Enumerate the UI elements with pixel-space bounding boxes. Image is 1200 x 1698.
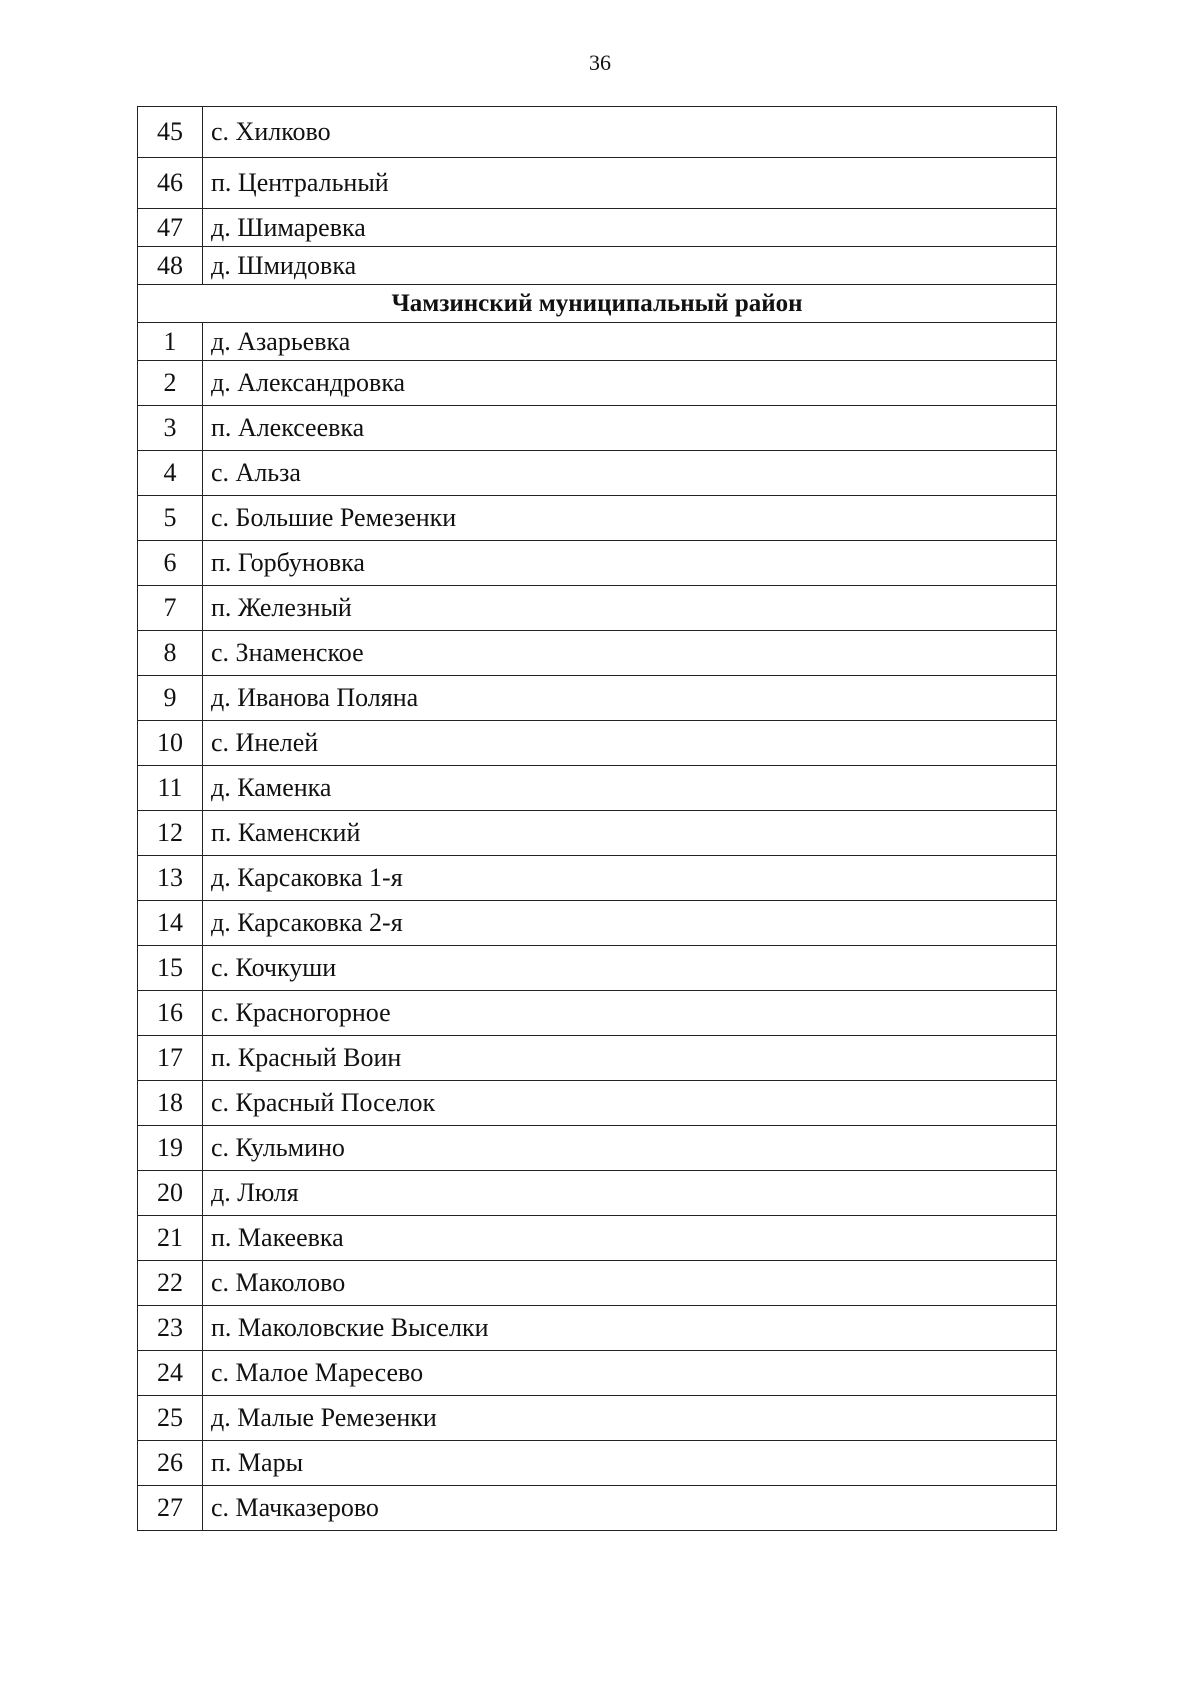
- row-number: 16: [138, 991, 203, 1036]
- settlement-name: д. Каменка: [203, 766, 1057, 811]
- table-row: [138, 496, 1057, 541]
- row-number: 10: [138, 721, 203, 766]
- table-row: [138, 1081, 1057, 1126]
- settlement-name: с. Красногорное: [203, 991, 1057, 1036]
- settlement-name: п. Алексеевка: [203, 406, 1057, 451]
- settlement-name: д. Карсаковка 1-я: [203, 856, 1057, 901]
- settlement-name: с. Хилково: [203, 107, 1057, 158]
- table-row: [138, 1306, 1057, 1351]
- settlement-name: с. Альза: [203, 451, 1057, 496]
- settlement-name: п. Центральный: [203, 158, 1057, 209]
- row-number: 20: [138, 1171, 203, 1216]
- table-row: [138, 1441, 1057, 1486]
- settlement-name: д. Малые Ремезенки: [203, 1396, 1057, 1441]
- row-number: 21: [138, 1216, 203, 1261]
- settlement-name: д. Азарьевка: [203, 323, 1057, 361]
- table-row: [138, 1351, 1057, 1396]
- settlement-name: с. Малое Маресево: [203, 1351, 1057, 1396]
- settlement-name: п. Макеевка: [203, 1216, 1057, 1261]
- row-number: 25: [138, 1396, 203, 1441]
- row-number: 8: [138, 631, 203, 676]
- table-row: [138, 107, 1057, 158]
- page-number: 36: [589, 50, 611, 75]
- row-number: 1: [138, 323, 203, 361]
- table-row: [138, 946, 1057, 991]
- row-number: 23: [138, 1306, 203, 1351]
- settlement-name: д. Люля: [203, 1171, 1057, 1216]
- row-number: 26: [138, 1441, 203, 1486]
- table-row: [138, 323, 1057, 361]
- row-number: 3: [138, 406, 203, 451]
- settlement-name: с. Мачказерово: [203, 1486, 1057, 1531]
- row-number: 2: [138, 361, 203, 406]
- table-row: [138, 1171, 1057, 1216]
- settlement-name: п. Красный Воин: [203, 1036, 1057, 1081]
- settlement-name: с. Маколово: [203, 1261, 1057, 1306]
- row-number: 14: [138, 901, 203, 946]
- table-row: [138, 1486, 1057, 1531]
- table-row: [138, 586, 1057, 631]
- table-row: [138, 631, 1057, 676]
- table-row: [138, 406, 1057, 451]
- row-number: 12: [138, 811, 203, 856]
- settlement-name: с. Красный Поселок: [203, 1081, 1057, 1126]
- settlement-name: д. Карсаковка 2-я: [203, 901, 1057, 946]
- table-row: [138, 541, 1057, 586]
- row-number: 24: [138, 1351, 203, 1396]
- row-number: 9: [138, 676, 203, 721]
- settlement-name: п. Горбуновка: [203, 541, 1057, 586]
- row-number: 47: [138, 209, 203, 247]
- row-number: 46: [138, 158, 203, 209]
- settlement-name: д. Шимаревка: [203, 209, 1057, 247]
- table-row: [138, 1216, 1057, 1261]
- settlement-name: п. Каменский: [203, 811, 1057, 856]
- table-row: [138, 451, 1057, 496]
- settlement-name: п. Железный: [203, 586, 1057, 631]
- row-number: 6: [138, 541, 203, 586]
- table-row: [138, 676, 1057, 721]
- settlement-name: с. Инелей: [203, 721, 1057, 766]
- table-row: [138, 1261, 1057, 1306]
- table-row: [138, 766, 1057, 811]
- row-number: 5: [138, 496, 203, 541]
- section-row: [138, 285, 1057, 323]
- table-row: [138, 991, 1057, 1036]
- row-number: 13: [138, 856, 203, 901]
- row-number: 45: [138, 107, 203, 158]
- settlement-name: п. Мары: [203, 1441, 1057, 1486]
- table-row: [138, 901, 1057, 946]
- table-row: [138, 247, 1057, 285]
- table-row: [138, 158, 1057, 209]
- settlement-name: п. Маколовские Выселки: [203, 1306, 1057, 1351]
- row-number: 27: [138, 1486, 203, 1531]
- settlement-name: д. Александровка: [203, 361, 1057, 406]
- settlement-name: д. Шмидовка: [203, 247, 1057, 285]
- table-row: [138, 1036, 1057, 1081]
- table-row: [138, 1396, 1057, 1441]
- settlement-name: с. Кочкуши: [203, 946, 1057, 991]
- table-row: [138, 856, 1057, 901]
- settlement-name: д. Иванова Поляна: [203, 676, 1057, 721]
- table-row: [138, 361, 1057, 406]
- row-number: 15: [138, 946, 203, 991]
- table-row: [138, 209, 1057, 247]
- row-number: 7: [138, 586, 203, 631]
- row-number: 4: [138, 451, 203, 496]
- settlement-name: с. Знаменское: [203, 631, 1057, 676]
- table-row: [138, 721, 1057, 766]
- settlement-name: с. Большие Ремезенки: [203, 496, 1057, 541]
- row-number: 11: [138, 766, 203, 811]
- row-number: 48: [138, 247, 203, 285]
- settlement-name: с. Кульмино: [203, 1126, 1057, 1171]
- row-number: 18: [138, 1081, 203, 1126]
- row-number: 19: [138, 1126, 203, 1171]
- row-number: 17: [138, 1036, 203, 1081]
- table-row: [138, 811, 1057, 856]
- row-number: 22: [138, 1261, 203, 1306]
- section-title: Чамзинский муниципальный район: [138, 285, 1057, 323]
- table-row: [138, 1126, 1057, 1171]
- settlements-table: [137, 106, 1057, 1531]
